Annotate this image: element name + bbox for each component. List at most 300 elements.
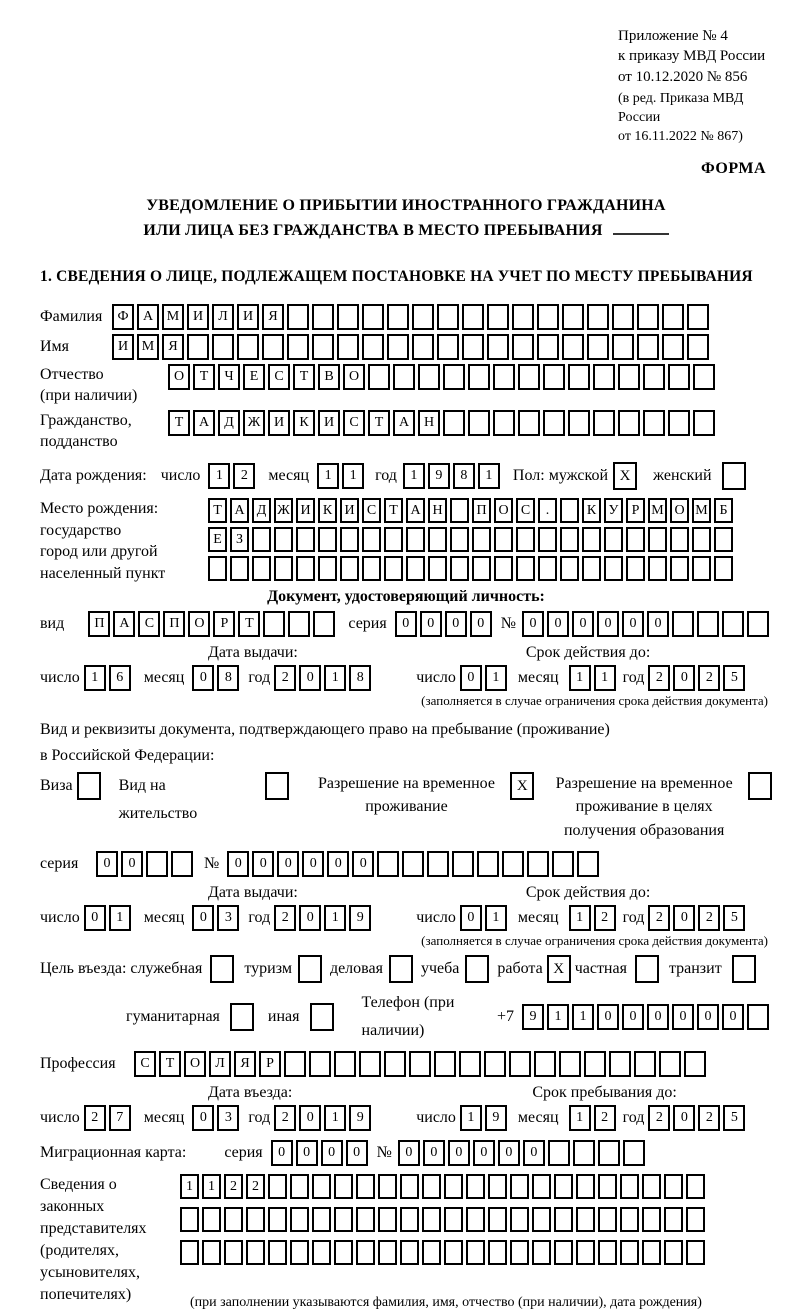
char-cell[interactable]: 9 [428, 463, 450, 489]
char-cell[interactable]: О [494, 498, 513, 523]
char-cell[interactable]: 0 [572, 611, 594, 637]
char-cell[interactable]: Д [218, 410, 240, 436]
char-cell[interactable]: 0 [597, 1004, 619, 1030]
char-cell[interactable]: Р [259, 1051, 281, 1077]
char-cell[interactable] [418, 364, 440, 390]
char-cell[interactable] [387, 304, 409, 330]
char-cell[interactable] [620, 1240, 639, 1265]
char-cell[interactable]: 2 [274, 1105, 296, 1131]
char-cell[interactable]: И [112, 334, 134, 360]
char-cell[interactable] [384, 527, 403, 552]
char-cell[interactable]: 0 [622, 1004, 644, 1030]
char-cell[interactable]: 1 [594, 665, 616, 691]
char-cell[interactable]: С [138, 611, 160, 637]
char-cell[interactable]: Ж [243, 410, 265, 436]
char-cell[interactable] [443, 364, 465, 390]
char-cell[interactable] [598, 1207, 617, 1232]
char-cell[interactable]: 2 [274, 665, 296, 691]
char-cell[interactable] [284, 1051, 306, 1077]
char-cell[interactable] [532, 1174, 551, 1199]
purpose-other-checkbox[interactable] [310, 1003, 334, 1031]
char-cell[interactable]: Р [213, 611, 235, 637]
char-cell[interactable] [543, 410, 565, 436]
temp-residence-edu-checkbox[interactable] [748, 772, 772, 800]
char-cell[interactable] [368, 364, 390, 390]
char-cell[interactable] [224, 1240, 243, 1265]
char-cell[interactable]: А [137, 304, 159, 330]
char-cell[interactable]: Д [252, 498, 271, 523]
char-cell[interactable]: У [604, 498, 623, 523]
char-cell[interactable]: 2 [224, 1174, 243, 1199]
char-cell[interactable]: 1 [208, 463, 230, 489]
char-cell[interactable] [393, 364, 415, 390]
char-cell[interactable]: С [268, 364, 290, 390]
char-cell[interactable] [562, 334, 584, 360]
char-cell[interactable] [593, 410, 615, 436]
char-cell[interactable]: 0 [498, 1140, 520, 1166]
char-cell[interactable]: 0 [597, 611, 619, 637]
char-cell[interactable] [312, 1240, 331, 1265]
char-cell[interactable]: 1 [478, 463, 500, 489]
char-cell[interactable] [576, 1174, 595, 1199]
char-cell[interactable] [466, 1174, 485, 1199]
char-cell[interactable]: 5 [723, 665, 745, 691]
char-cell[interactable] [437, 304, 459, 330]
char-cell[interactable] [378, 1240, 397, 1265]
char-cell[interactable]: 0 [647, 1004, 669, 1030]
char-cell[interactable] [582, 527, 601, 552]
char-cell[interactable] [516, 556, 535, 581]
purpose-study-checkbox[interactable] [465, 955, 489, 983]
char-cell[interactable] [488, 1240, 507, 1265]
char-cell[interactable]: 5 [723, 1105, 745, 1131]
char-cell[interactable]: 0 [673, 905, 695, 931]
char-cell[interactable] [554, 1174, 573, 1199]
char-cell[interactable] [552, 851, 574, 877]
char-cell[interactable]: 8 [217, 665, 239, 691]
char-cell[interactable] [362, 556, 381, 581]
char-cell[interactable] [428, 527, 447, 552]
char-cell[interactable]: С [362, 498, 381, 523]
char-cell[interactable]: 9 [522, 1004, 544, 1030]
char-cell[interactable] [573, 1140, 595, 1166]
char-cell[interactable]: И [187, 304, 209, 330]
char-cell[interactable] [362, 304, 384, 330]
char-cell[interactable]: 9 [485, 1105, 507, 1131]
char-cell[interactable] [171, 851, 193, 877]
char-cell[interactable]: Т [208, 498, 227, 523]
char-cell[interactable] [412, 334, 434, 360]
char-cell[interactable] [516, 527, 535, 552]
char-cell[interactable] [340, 527, 359, 552]
char-cell[interactable]: Т [159, 1051, 181, 1077]
char-cell[interactable]: 3 [217, 1105, 239, 1131]
char-cell[interactable] [146, 851, 168, 877]
char-cell[interactable] [637, 304, 659, 330]
char-cell[interactable] [560, 556, 579, 581]
char-cell[interactable]: 2 [698, 1105, 720, 1131]
char-cell[interactable]: 8 [349, 665, 371, 691]
char-cell[interactable] [559, 1051, 581, 1077]
char-cell[interactable] [450, 527, 469, 552]
char-cell[interactable] [494, 556, 513, 581]
char-cell[interactable] [288, 611, 310, 637]
char-cell[interactable]: 0 [327, 851, 349, 877]
char-cell[interactable] [337, 304, 359, 330]
char-cell[interactable]: 0 [96, 851, 118, 877]
char-cell[interactable] [693, 410, 715, 436]
char-cell[interactable]: А [193, 410, 215, 436]
char-cell[interactable]: 0 [523, 1140, 545, 1166]
char-cell[interactable]: 0 [673, 665, 695, 691]
char-cell[interactable] [409, 1051, 431, 1077]
char-cell[interactable] [484, 1051, 506, 1077]
char-cell[interactable] [494, 527, 513, 552]
char-cell[interactable]: 1 [342, 463, 364, 489]
char-cell[interactable] [318, 527, 337, 552]
char-cell[interactable] [510, 1207, 529, 1232]
char-cell[interactable]: М [648, 498, 667, 523]
char-cell[interactable]: Е [208, 527, 227, 552]
char-cell[interactable]: А [230, 498, 249, 523]
char-cell[interactable]: 0 [672, 1004, 694, 1030]
char-cell[interactable]: 0 [299, 905, 321, 931]
char-cell[interactable]: А [113, 611, 135, 637]
char-cell[interactable] [296, 527, 315, 552]
char-cell[interactable]: 1 [569, 905, 591, 931]
char-cell[interactable] [493, 410, 515, 436]
char-cell[interactable] [406, 527, 425, 552]
char-cell[interactable] [626, 556, 645, 581]
char-cell[interactable]: 0 [647, 611, 669, 637]
char-cell[interactable]: К [582, 498, 601, 523]
char-cell[interactable]: 3 [217, 905, 239, 931]
char-cell[interactable] [576, 1207, 595, 1232]
char-cell[interactable]: Я [162, 334, 184, 360]
char-cell[interactable] [180, 1207, 199, 1232]
char-cell[interactable]: 5 [723, 905, 745, 931]
char-cell[interactable] [609, 1051, 631, 1077]
char-cell[interactable] [587, 334, 609, 360]
char-cell[interactable]: 1 [547, 1004, 569, 1030]
char-cell[interactable] [612, 304, 634, 330]
char-cell[interactable]: 1 [460, 1105, 482, 1131]
char-cell[interactable] [554, 1240, 573, 1265]
purpose-tourism-checkbox[interactable] [298, 955, 322, 983]
char-cell[interactable] [620, 1174, 639, 1199]
char-cell[interactable] [577, 851, 599, 877]
char-cell[interactable]: 1 [317, 463, 339, 489]
char-cell[interactable] [437, 334, 459, 360]
char-cell[interactable] [268, 1174, 287, 1199]
char-cell[interactable] [290, 1174, 309, 1199]
char-cell[interactable] [180, 1240, 199, 1265]
char-cell[interactable] [290, 1207, 309, 1232]
char-cell[interactable]: З [230, 527, 249, 552]
char-cell[interactable]: 0 [470, 611, 492, 637]
char-cell[interactable]: 0 [121, 851, 143, 877]
char-cell[interactable] [560, 527, 579, 552]
char-cell[interactable] [309, 1051, 331, 1077]
char-cell[interactable] [334, 1240, 353, 1265]
char-cell[interactable] [670, 527, 689, 552]
char-cell[interactable] [377, 851, 399, 877]
char-cell[interactable] [604, 556, 623, 581]
char-cell[interactable]: 2 [84, 1105, 106, 1131]
char-cell[interactable] [493, 364, 515, 390]
char-cell[interactable] [487, 334, 509, 360]
char-cell[interactable] [618, 410, 640, 436]
char-cell[interactable]: 0 [346, 1140, 368, 1166]
char-cell[interactable] [598, 1140, 620, 1166]
char-cell[interactable] [543, 364, 565, 390]
char-cell[interactable] [312, 304, 334, 330]
char-cell[interactable] [512, 334, 534, 360]
char-cell[interactable] [532, 1240, 551, 1265]
char-cell[interactable] [362, 334, 384, 360]
char-cell[interactable]: 8 [453, 463, 475, 489]
char-cell[interactable]: 2 [594, 905, 616, 931]
char-cell[interactable] [230, 556, 249, 581]
char-cell[interactable]: 0 [192, 665, 214, 691]
char-cell[interactable]: Т [368, 410, 390, 436]
char-cell[interactable] [623, 1140, 645, 1166]
char-cell[interactable]: Я [234, 1051, 256, 1077]
char-cell[interactable]: К [293, 410, 315, 436]
char-cell[interactable] [722, 611, 744, 637]
char-cell[interactable] [356, 1207, 375, 1232]
char-cell[interactable] [537, 304, 559, 330]
char-cell[interactable] [659, 1051, 681, 1077]
char-cell[interactable]: С [516, 498, 535, 523]
char-cell[interactable]: И [268, 410, 290, 436]
char-cell[interactable]: П [88, 611, 110, 637]
char-cell[interactable]: 0 [722, 1004, 744, 1030]
char-cell[interactable] [477, 851, 499, 877]
char-cell[interactable]: Т [384, 498, 403, 523]
char-cell[interactable] [612, 334, 634, 360]
char-cell[interactable] [400, 1240, 419, 1265]
char-cell[interactable] [487, 304, 509, 330]
char-cell[interactable]: И [296, 498, 315, 523]
char-cell[interactable] [664, 1240, 683, 1265]
char-cell[interactable] [502, 851, 524, 877]
char-cell[interactable] [527, 851, 549, 877]
char-cell[interactable] [672, 611, 694, 637]
char-cell[interactable]: В [318, 364, 340, 390]
char-cell[interactable] [466, 1240, 485, 1265]
char-cell[interactable] [532, 1207, 551, 1232]
char-cell[interactable] [312, 1207, 331, 1232]
char-cell[interactable] [662, 334, 684, 360]
char-cell[interactable] [620, 1207, 639, 1232]
char-cell[interactable]: Т [193, 364, 215, 390]
sex-male-checkbox[interactable]: X [613, 462, 637, 490]
char-cell[interactable] [568, 364, 590, 390]
char-cell[interactable] [187, 334, 209, 360]
char-cell[interactable]: И [237, 304, 259, 330]
char-cell[interactable] [664, 1207, 683, 1232]
char-cell[interactable]: О [670, 498, 689, 523]
char-cell[interactable]: 2 [274, 905, 296, 931]
char-cell[interactable]: Т [168, 410, 190, 436]
purpose-transit-checkbox[interactable] [732, 955, 756, 983]
char-cell[interactable]: 0 [84, 905, 106, 931]
char-cell[interactable] [263, 611, 285, 637]
char-cell[interactable] [697, 611, 719, 637]
char-cell[interactable]: 0 [460, 905, 482, 931]
char-cell[interactable]: М [137, 334, 159, 360]
char-cell[interactable] [598, 1240, 617, 1265]
char-cell[interactable]: . [538, 498, 557, 523]
char-cell[interactable] [642, 1174, 661, 1199]
char-cell[interactable] [318, 556, 337, 581]
char-cell[interactable] [459, 1051, 481, 1077]
char-cell[interactable] [604, 527, 623, 552]
char-cell[interactable] [686, 1174, 705, 1199]
char-cell[interactable]: 1 [180, 1174, 199, 1199]
char-cell[interactable]: 0 [277, 851, 299, 877]
char-cell[interactable]: 0 [192, 905, 214, 931]
char-cell[interactable] [692, 527, 711, 552]
char-cell[interactable] [664, 1174, 683, 1199]
char-cell[interactable] [340, 556, 359, 581]
char-cell[interactable]: 0 [192, 1105, 214, 1131]
char-cell[interactable] [687, 304, 709, 330]
char-cell[interactable] [668, 410, 690, 436]
char-cell[interactable] [274, 527, 293, 552]
char-cell[interactable]: 7 [109, 1105, 131, 1131]
char-cell[interactable]: 2 [246, 1174, 265, 1199]
char-cell[interactable] [548, 1140, 570, 1166]
char-cell[interactable] [287, 304, 309, 330]
char-cell[interactable]: 0 [395, 611, 417, 637]
char-cell[interactable] [488, 1207, 507, 1232]
char-cell[interactable]: 0 [420, 611, 442, 637]
char-cell[interactable] [422, 1240, 441, 1265]
char-cell[interactable]: А [406, 498, 425, 523]
char-cell[interactable]: 1 [403, 463, 425, 489]
char-cell[interactable] [387, 334, 409, 360]
char-cell[interactable] [587, 304, 609, 330]
char-cell[interactable]: О [168, 364, 190, 390]
char-cell[interactable]: 2 [233, 463, 255, 489]
char-cell[interactable]: 0 [398, 1140, 420, 1166]
char-cell[interactable]: 0 [522, 611, 544, 637]
char-cell[interactable]: Н [418, 410, 440, 436]
char-cell[interactable] [202, 1240, 221, 1265]
char-cell[interactable] [444, 1240, 463, 1265]
char-cell[interactable] [337, 334, 359, 360]
char-cell[interactable] [384, 1051, 406, 1077]
char-cell[interactable] [268, 1207, 287, 1232]
char-cell[interactable]: Ч [218, 364, 240, 390]
char-cell[interactable]: И [340, 498, 359, 523]
char-cell[interactable] [668, 364, 690, 390]
char-cell[interactable] [312, 334, 334, 360]
char-cell[interactable]: О [188, 611, 210, 637]
char-cell[interactable] [747, 1004, 769, 1030]
char-cell[interactable] [714, 556, 733, 581]
char-cell[interactable] [670, 556, 689, 581]
char-cell[interactable]: 1 [485, 665, 507, 691]
char-cell[interactable] [662, 304, 684, 330]
char-cell[interactable]: 1 [572, 1004, 594, 1030]
char-cell[interactable] [686, 1207, 705, 1232]
char-cell[interactable] [518, 410, 540, 436]
char-cell[interactable] [537, 334, 559, 360]
char-cell[interactable] [450, 556, 469, 581]
char-cell[interactable] [643, 364, 665, 390]
char-cell[interactable]: 1 [485, 905, 507, 931]
char-cell[interactable]: 0 [227, 851, 249, 877]
char-cell[interactable]: П [472, 498, 491, 523]
char-cell[interactable]: 1 [84, 665, 106, 691]
char-cell[interactable] [312, 1174, 331, 1199]
temp-residence-checkbox[interactable]: X [510, 772, 534, 800]
char-cell[interactable] [510, 1240, 529, 1265]
char-cell[interactable]: 0 [252, 851, 274, 877]
char-cell[interactable]: Т [238, 611, 260, 637]
char-cell[interactable]: 0 [445, 611, 467, 637]
char-cell[interactable]: Т [293, 364, 315, 390]
char-cell[interactable]: 0 [622, 611, 644, 637]
char-cell[interactable]: 9 [349, 1105, 371, 1131]
char-cell[interactable] [684, 1051, 706, 1077]
char-cell[interactable] [384, 556, 403, 581]
residence-permit-checkbox[interactable] [265, 772, 289, 800]
char-cell[interactable] [534, 1051, 556, 1077]
char-cell[interactable] [747, 611, 769, 637]
char-cell[interactable]: 0 [673, 1105, 695, 1131]
char-cell[interactable] [202, 1207, 221, 1232]
char-cell[interactable]: Н [428, 498, 447, 523]
char-cell[interactable] [648, 527, 667, 552]
char-cell[interactable]: 0 [448, 1140, 470, 1166]
char-cell[interactable]: 1 [324, 905, 346, 931]
char-cell[interactable] [462, 334, 484, 360]
char-cell[interactable] [512, 304, 534, 330]
char-cell[interactable] [224, 1207, 243, 1232]
char-cell[interactable] [356, 1174, 375, 1199]
char-cell[interactable] [634, 1051, 656, 1077]
char-cell[interactable] [444, 1207, 463, 1232]
char-cell[interactable]: П [163, 611, 185, 637]
char-cell[interactable]: Б [714, 498, 733, 523]
char-cell[interactable]: 1 [202, 1174, 221, 1199]
char-cell[interactable] [290, 1240, 309, 1265]
char-cell[interactable]: 1 [324, 665, 346, 691]
char-cell[interactable]: Ф [112, 304, 134, 330]
char-cell[interactable]: С [343, 410, 365, 436]
char-cell[interactable]: И [318, 410, 340, 436]
char-cell[interactable]: Р [626, 498, 645, 523]
char-cell[interactable]: М [692, 498, 711, 523]
char-cell[interactable] [334, 1051, 356, 1077]
char-cell[interactable]: 9 [349, 905, 371, 931]
char-cell[interactable]: Ж [274, 498, 293, 523]
char-cell[interactable] [576, 1240, 595, 1265]
char-cell[interactable] [334, 1174, 353, 1199]
char-cell[interactable] [472, 527, 491, 552]
sex-female-checkbox[interactable] [722, 462, 746, 490]
char-cell[interactable] [637, 334, 659, 360]
char-cell[interactable] [274, 556, 293, 581]
char-cell[interactable]: 0 [299, 665, 321, 691]
char-cell[interactable]: 0 [271, 1140, 293, 1166]
char-cell[interactable] [618, 364, 640, 390]
purpose-official-checkbox[interactable] [210, 955, 234, 983]
